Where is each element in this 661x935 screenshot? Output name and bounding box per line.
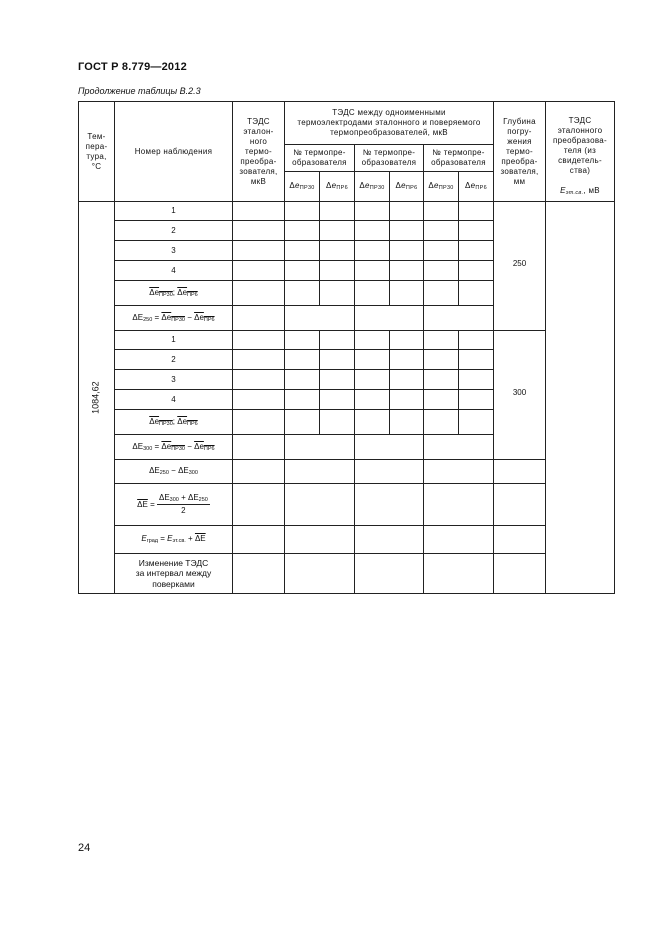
value-cell xyxy=(320,202,355,221)
header-emf-difference-group: ТЭДС между одноименными термоэлектродами эталонного и поверяемого термопреобразователей, мкВ xyxy=(285,102,494,145)
observation-row-label: 1 xyxy=(115,331,233,350)
header-de-pr30-3: ΔeПР30 xyxy=(424,172,459,202)
delta-e300-row-label: ΔE300 = ΔeПР30 − ΔeПР6 xyxy=(115,435,233,460)
value-cell xyxy=(494,460,546,484)
value-cell xyxy=(320,390,355,410)
value-cell xyxy=(355,526,424,554)
value-cell xyxy=(355,221,390,241)
value-cell xyxy=(355,410,390,435)
header-sensor-label-3: № термопре- образователя xyxy=(424,145,494,172)
value-cell xyxy=(355,281,390,306)
value-cell xyxy=(320,241,355,261)
document-title: ГОСТ Р 8.779—2012 xyxy=(78,61,187,73)
value-cell xyxy=(390,202,424,221)
value-cell xyxy=(390,370,424,390)
value-cell xyxy=(494,526,546,554)
value-cell xyxy=(459,350,494,370)
value-cell xyxy=(233,306,285,331)
page-number: 24 xyxy=(78,842,91,854)
value-cell xyxy=(320,261,355,281)
value-cell xyxy=(355,484,424,526)
value-cell xyxy=(233,554,285,594)
header-sensor-label-2: № термопре- образователя xyxy=(355,145,424,172)
value-cell xyxy=(424,261,459,281)
value-cell xyxy=(390,221,424,241)
value-cell xyxy=(459,370,494,390)
value-cell xyxy=(390,350,424,370)
temperature-cell xyxy=(79,202,115,594)
value-cell xyxy=(233,526,285,554)
value-cell xyxy=(233,241,285,261)
value-cell xyxy=(233,281,285,306)
value-cell xyxy=(355,331,390,350)
value-cell xyxy=(459,241,494,261)
value-cell xyxy=(390,410,424,435)
value-cell xyxy=(424,202,459,221)
value-cell xyxy=(285,370,320,390)
value-cell xyxy=(355,241,390,261)
value-cell xyxy=(424,435,494,460)
value-cell xyxy=(285,306,355,331)
observation-row-label: 1 xyxy=(115,202,233,221)
delta-e250-minus-e300-row-label: ΔE250 − ΔE300 xyxy=(115,460,233,484)
value-cell xyxy=(390,281,424,306)
value-cell xyxy=(233,410,285,435)
value-cell xyxy=(320,410,355,435)
header-de-pr30-1: ΔeПР30 xyxy=(285,172,320,202)
value-cell xyxy=(320,221,355,241)
value-cell xyxy=(424,460,494,484)
header-de-pr6-3: ΔeПР6 xyxy=(459,172,494,202)
value-cell xyxy=(355,554,424,594)
value-cell xyxy=(285,350,320,370)
mean-deviation-row-label: ΔeПР30; ΔeПР6 xyxy=(115,410,233,435)
value-cell xyxy=(285,281,320,306)
header-reference-emf: ТЭДС эталон- ного термо- преобра- зователя, мкВ xyxy=(233,102,285,202)
value-cell xyxy=(355,435,424,460)
value-cell xyxy=(459,390,494,410)
emf-change-row-label: Изменение ТЭДС за интервал между поверками xyxy=(115,554,233,594)
value-cell xyxy=(424,390,459,410)
value-cell xyxy=(233,370,285,390)
value-cell xyxy=(355,390,390,410)
delta-e250-row-label: ΔE250 = ΔeПР30 − ΔeПР6 xyxy=(115,306,233,331)
value-cell xyxy=(459,281,494,306)
value-cell xyxy=(285,241,320,261)
value-cell xyxy=(285,484,355,526)
header-de-pr6-2: ΔeПР6 xyxy=(390,172,424,202)
value-cell xyxy=(285,202,320,221)
header-sensor-label-1: № термопре- образователя xyxy=(285,145,355,172)
header-certified-emf-label: ТЭДС эталонного преобразова- теля (из свидетель- ства) xyxy=(553,116,607,176)
value-cell xyxy=(233,460,285,484)
value-cell xyxy=(355,350,390,370)
value-cell xyxy=(424,370,459,390)
value-cell xyxy=(424,221,459,241)
value-cell xyxy=(424,281,459,306)
depth-300: 300 xyxy=(494,331,546,460)
mean-deviation-row-label: ΔeПР30; ΔeПР6 xyxy=(115,281,233,306)
value-cell xyxy=(233,390,285,410)
value-cell xyxy=(320,370,355,390)
observation-row-label: 2 xyxy=(115,350,233,370)
value-cell xyxy=(285,331,320,350)
value-cell xyxy=(424,306,494,331)
value-cell xyxy=(390,241,424,261)
observation-row-label: 3 xyxy=(115,370,233,390)
value-cell xyxy=(285,221,320,241)
value-cell xyxy=(355,202,390,221)
header-immersion-depth: Глубина погру- жения термо- преобра- зователя, мм xyxy=(494,102,546,202)
value-cell xyxy=(459,221,494,241)
header-de-pr6-1: ΔeПР6 xyxy=(320,172,355,202)
e-grad-row-label: Eград = Eэт.св. + $\overline{\Delta E}$ xyxy=(115,526,233,554)
value-cell xyxy=(233,221,285,241)
value-cell xyxy=(233,202,285,221)
value-cell xyxy=(320,350,355,370)
header-de-pr30-2: ΔeПР30 xyxy=(355,172,390,202)
observation-row-label: 3 xyxy=(115,241,233,261)
header-certified-emf-sub: эт.св. xyxy=(565,190,584,197)
temperature-value: 1084,62 xyxy=(90,381,101,414)
header-observation-number: Номер наблюдения xyxy=(115,102,233,202)
value-cell xyxy=(459,331,494,350)
depth-250: 250 xyxy=(494,202,546,331)
value-cell xyxy=(285,410,320,435)
header-certified-emf-unit: , мВ xyxy=(583,186,600,196)
value-cell xyxy=(390,390,424,410)
mean-delta-e-row-label: $\overline{\Delta E}$ = $\frac{\Delta E300 + \Delta E250}{2}$ xyxy=(115,484,233,526)
data-table xyxy=(78,101,615,594)
value-cell xyxy=(285,460,355,484)
value-cell xyxy=(320,281,355,306)
header-certified-emf-symbol: E xyxy=(560,186,566,196)
value-cell xyxy=(355,261,390,281)
value-cell xyxy=(459,410,494,435)
observation-row-label: 4 xyxy=(115,390,233,410)
value-cell xyxy=(424,331,459,350)
value-cell xyxy=(285,261,320,281)
value-cell xyxy=(459,261,494,281)
value-cell xyxy=(355,370,390,390)
header-temperature: Тем- пера- тура, °С xyxy=(79,102,115,202)
value-cell xyxy=(424,241,459,261)
value-cell xyxy=(285,390,320,410)
value-cell xyxy=(424,484,494,526)
value-cell xyxy=(390,331,424,350)
value-cell xyxy=(424,410,459,435)
value-cell xyxy=(494,554,546,594)
observation-row-label: 2 xyxy=(115,221,233,241)
value-cell xyxy=(355,460,424,484)
certified-emf-value-cell xyxy=(546,202,615,594)
value-cell xyxy=(233,435,285,460)
value-cell xyxy=(355,306,424,331)
observation-row-label: 4 xyxy=(115,261,233,281)
value-cell xyxy=(233,350,285,370)
value-cell xyxy=(233,331,285,350)
value-cell xyxy=(320,331,355,350)
value-cell xyxy=(424,350,459,370)
value-cell xyxy=(285,435,355,460)
value-cell xyxy=(424,554,494,594)
table-caption: Продолжение таблицы В.2.3 xyxy=(78,86,201,96)
value-cell xyxy=(494,484,546,526)
value-cell xyxy=(390,261,424,281)
value-cell xyxy=(233,484,285,526)
header-certified-emf xyxy=(546,102,615,202)
value-cell xyxy=(285,526,355,554)
value-cell xyxy=(459,202,494,221)
value-cell xyxy=(285,554,355,594)
value-cell xyxy=(424,526,494,554)
value-cell xyxy=(233,261,285,281)
